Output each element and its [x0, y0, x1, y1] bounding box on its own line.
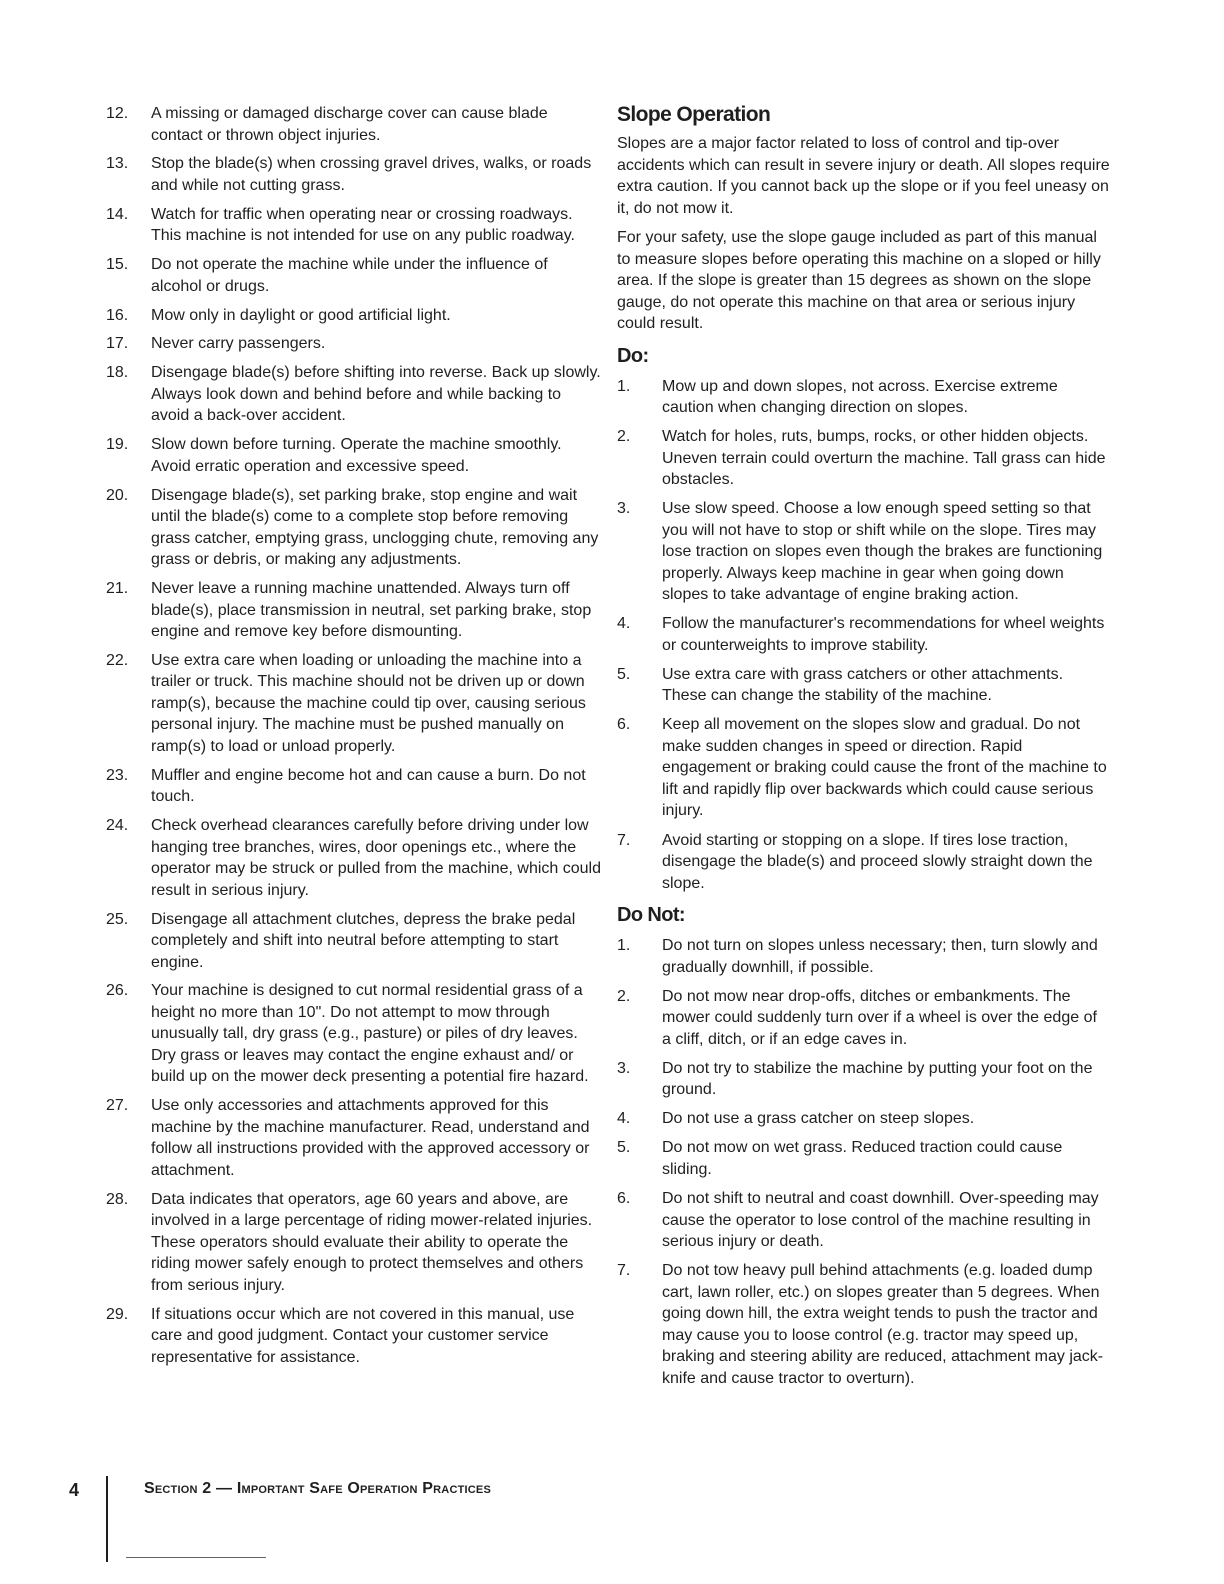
safety-practice-item	[106, 578, 602, 643]
safety-practice-item-number: 27.	[106, 1097, 129, 1115]
safety-practice-item	[106, 254, 602, 297]
do-list	[617, 376, 1110, 895]
safety-practice-item	[106, 434, 602, 477]
safety-practice-item-number: 13.	[106, 155, 129, 173]
do-item	[617, 613, 1110, 656]
safety-practice-item	[106, 153, 602, 196]
safety-practice-item	[106, 305, 602, 327]
do-not-item-text: Do not tow heavy pull behind attachments (e.g. loaded dump cart, lawn roller, etc.) on slopes greater than 5 degrees. When going down hill, the extra weight tends to push the tractor and may cause you to loose control (e.g. tractor may speed up, braking and steering ability are reduced, attachment may jack-knife and cause tractor to overturn).	[662, 1262, 1104, 1387]
do-item	[617, 498, 1110, 606]
do-not-item-number: 3.	[617, 1059, 631, 1077]
safety-practice-item-number: 16.	[106, 306, 129, 324]
safety-practice-item-text: Disengage all attachment clutches, depress the brake pedal completely and shift into neutral before attempting to start engine.	[151, 910, 576, 971]
safety-practice-item-text: Mow only in daylight or good artificial light.	[151, 306, 451, 324]
safety-practice-item-text: Do not operate the machine while under the influence of alcohol or drugs.	[151, 256, 548, 295]
safety-practice-item-text: Stop the blade(s) when crossing gravel drives, walks, or roads and while not cutting grass.	[151, 155, 592, 194]
safety-practice-item	[106, 485, 602, 571]
do-not-item-number: 6.	[617, 1190, 631, 1208]
do-item-number: 2.	[617, 428, 631, 446]
safety-practice-item-text: Muffler and engine become hot and can cause a burn. Do not touch.	[151, 766, 586, 806]
safety-practice-item-number: 23.	[106, 766, 129, 784]
safety-practice-item	[106, 765, 602, 808]
safety-practice-item-number: 24.	[106, 817, 129, 835]
safety-practice-item-text: Slow down before turning. Operate the machine smoothly. Avoid erratic operation and excessive speed.	[151, 436, 562, 475]
safety-practice-item-text: Never carry passengers.	[151, 335, 326, 353]
do-not-item	[617, 1058, 1110, 1101]
safety-practice-item-number: 26.	[106, 982, 129, 1000]
do-item	[617, 426, 1110, 491]
safety-practice-item-number: 12.	[106, 105, 129, 122]
left-column	[106, 103, 602, 1376]
safety-practice-item-number: 22.	[106, 651, 129, 669]
safety-practice-item	[106, 1189, 602, 1297]
do-item-text: Avoid starting or stopping on a slope. If tires lose traction, disengage the blade(s) and proceed slowly straight down the slope.	[662, 831, 1093, 892]
footer-divider	[106, 1476, 108, 1562]
safety-practice-item-text: Watch for traffic when operating near or crossing roadways. This machine is not intended for use on any public roadway.	[151, 205, 575, 245]
do-not-item-text: Do not mow on wet grass. Reduced traction could cause sliding.	[662, 1139, 1063, 1178]
do-not-item	[617, 1108, 1110, 1130]
safety-practice-item-number: 14.	[106, 205, 129, 223]
do-not-heading: Do Not:	[617, 904, 685, 927]
do-not-item	[617, 986, 1110, 1051]
safety-practice-item	[106, 333, 602, 355]
page-footer	[0, 1470, 1224, 1570]
bottom-link-underline	[126, 1557, 266, 1558]
safety-practice-item-text: Use only accessories and attachments approved for this machine by the machine manufacturer. Read, understand and follow all instructions provided with the approved accessory or attachment.	[151, 1097, 590, 1179]
safety-practice-item	[106, 1095, 602, 1181]
page-number: 4	[69, 1480, 80, 1500]
do-not-item	[617, 1260, 1110, 1389]
safety-practice-item-number: 18.	[106, 364, 129, 382]
do-not-item-number: 1.	[617, 937, 631, 955]
safety-practice-item-text: Never leave a running machine unattended. Always turn off blade(s), place transmission in neutral, set parking brake, stop engine and remove key before dismounting.	[151, 580, 592, 641]
do-not-list	[617, 935, 1110, 1389]
safety-practices-list	[106, 103, 602, 1368]
do-not-item-text: Do not use a grass catcher on steep slopes.	[662, 1110, 975, 1128]
safety-practice-item-number: 19.	[106, 436, 129, 454]
do-not-item-text: Do not shift to neutral and coast downhill. Over-speeding may cause the operator to lose control of the machine resulting in serious injury or death.	[662, 1190, 1099, 1251]
safety-practice-item-number: 17.	[106, 335, 129, 353]
slope-intro-paragraph: Slopes are a major factor related to loss of control and tip-over accidents which can result in severe injury or death. All slopes require extra caution. If you cannot back up the slope or if you feel uneasy on it, do not mow it.	[617, 135, 1110, 217]
do-item-text: Follow the manufacturer's recommendations for wheel weights or counterweights to improve stability.	[662, 615, 1105, 654]
do-item	[617, 714, 1110, 822]
safety-practice-item-text: If situations occur which are not covered in this manual, use care and good judgment. Contact your customer service representative for assistance.	[151, 1305, 575, 1366]
do-not-item-number: 2.	[617, 987, 631, 1005]
do-item-number: 3.	[617, 500, 631, 518]
do-item-text: Keep all movement on the slopes slow and gradual. Do not make sudden changes in speed or direction. Rapid engagement or braking could cause the front of the machine to lift and rapidly flip over backwards which could cause serious injury.	[662, 716, 1107, 820]
do-item-text: Watch for holes, ruts, bumps, rocks, or other hidden objects. Uneven terrain could overturn the machine. Tall grass can hide obstacles.	[662, 428, 1106, 489]
do-item	[617, 376, 1110, 419]
slope-operation-heading: Slope Operation	[617, 103, 771, 126]
safety-practice-item	[106, 815, 602, 901]
do-item-number: 1.	[617, 377, 631, 395]
do-item	[617, 664, 1110, 707]
do-item-number: 5.	[617, 665, 631, 683]
do-not-item	[617, 935, 1110, 978]
safety-practice-item-number: 15.	[106, 256, 129, 274]
safety-practice-item-text: A missing or damaged discharge cover can cause blade contact or thrown object injuries.	[151, 105, 548, 144]
safety-practice-item	[106, 103, 602, 146]
do-not-item-number: 7.	[617, 1262, 631, 1280]
do-not-item-text: Do not try to stabilize the machine by putting your foot on the ground.	[662, 1059, 1093, 1099]
slope-gauge-paragraph: For your safety, use the slope gauge included as part of this manual to measure slopes before operating this machine on a sloped or hilly area. If the slope is greater than 15 degrees as shown on the slope gauge, do not operate this machine on that area or serious injury could result.	[617, 229, 1101, 332]
safety-practice-item-text: Disengage blade(s), set parking brake, stop engine and wait until the blade(s) come to a complete stop before removing grass catcher, emptying grass, unclogging chute, removing any grass or debris, or making any adjustments.	[151, 486, 599, 569]
safety-practice-item	[106, 204, 602, 247]
safety-practice-item	[106, 909, 602, 974]
do-item	[617, 830, 1110, 895]
do-item-number: 4.	[617, 615, 631, 633]
safety-practice-item-number: 28.	[106, 1190, 129, 1208]
safety-practice-item-text: Check overhead clearances carefully before driving under low hanging tree branches, wires, door openings etc., where the operator may be struck or pulled from the machine, which could result in serious injury.	[151, 817, 601, 899]
safety-practice-item-number: 25.	[106, 910, 129, 928]
do-item-text: Mow up and down slopes, not across. Exercise extreme caution when changing direction on slopes.	[662, 377, 1058, 416]
do-item-number: 6.	[617, 716, 631, 734]
right-column	[617, 103, 1110, 1397]
safety-practice-item	[106, 362, 602, 427]
do-heading: Do:	[617, 344, 649, 367]
safety-practice-item-text: Your machine is designed to cut normal residential grass of a height no more than 10". Do not attempt to mow through unusually tall, dry grass (e.g., pasture) or piles of dry leaves. Dry grass or leaves may contact the engine exhaust and/ or build up on the mower deck presenting a potential fire hazard.	[151, 982, 589, 1086]
safety-practice-item-number: 29.	[106, 1305, 129, 1323]
safety-practice-item-text: Disengage blade(s) before shifting into reverse. Back up slowly. Always look down and behind before and while backing to avoid a back-over accident.	[151, 364, 601, 425]
safety-practice-item	[106, 980, 602, 1088]
do-not-item	[617, 1137, 1110, 1180]
do-item-number: 7.	[617, 831, 631, 849]
do-not-item	[617, 1188, 1110, 1253]
do-item-text: Use extra care with grass catchers or other attachments. These can change the stability of the machine.	[662, 665, 1064, 705]
do-not-item-text: Do not mow near drop-offs, ditches or embankments. The mower could suddenly turn over if a wheel is over the edge of a cliff, ditch, or if an edge caves in.	[662, 987, 1097, 1048]
safety-practice-item-text: Use extra care when loading or unloading the machine into a trailer or truck. This machine should not be driven up or down ramp(s), because the machine could tip over, causing serious personal injury. The machine must be pushed manually on ramp(s) to load or unload properly.	[151, 651, 586, 755]
safety-practice-item-number: 20.	[106, 486, 129, 504]
safety-practice-item-number: 21.	[106, 580, 129, 598]
safety-practice-item-text: Data indicates that operators, age 60 years and above, are involved in a large percentage of riding mower-related injuries. These operators should evaluate their ability to operate the riding mower safely enough to protect themselves and others from serious injury.	[151, 1190, 593, 1294]
safety-practice-item	[106, 650, 602, 758]
do-item-text: Use slow speed. Choose a low enough speed setting so that you will not have to stop or shift while on the slope. Tires may lose traction on slopes even though the brakes are functioning properly. Always keep machine in gear when going down slopes to take advantage of engine braking action.	[662, 500, 1103, 604]
safety-practice-item	[106, 1304, 602, 1369]
do-not-item-text: Do not turn on slopes unless necessary; then, turn slowly and gradually downhill, if possible.	[662, 937, 1098, 976]
footer-section-title: Section 2 — Important Safe Operation Practices	[144, 1480, 491, 1497]
do-not-item-number: 4.	[617, 1110, 631, 1128]
do-not-item-number: 5.	[617, 1139, 631, 1157]
